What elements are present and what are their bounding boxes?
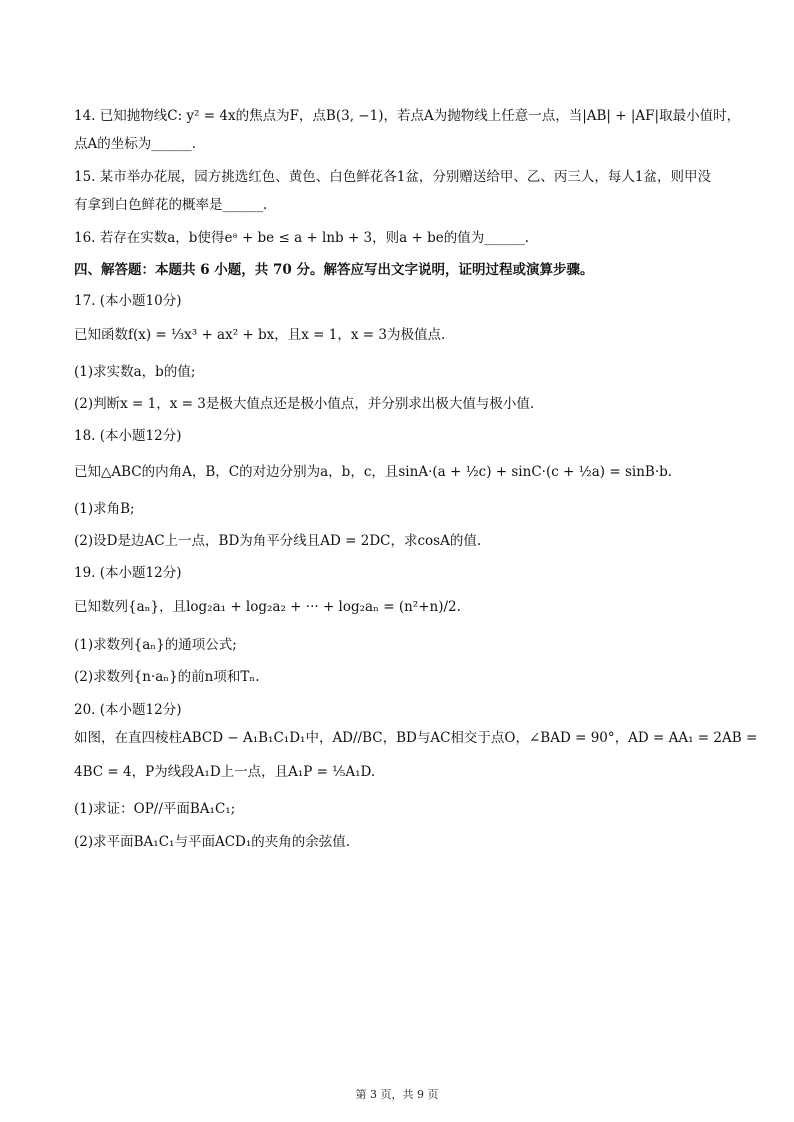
q19-header: 19. (本小题12分) <box>74 565 182 581</box>
q15-line-2: 有拿到白色鲜花的概率是______. <box>74 197 268 213</box>
q17-stem: 已知函数f(x) = ⅓x³ + ax² + bx，且x = 1，x = 3为极值点. <box>74 327 446 343</box>
q19-part-2: (2)求数列{n·aₙ}的前n项和Tₙ. <box>74 669 260 685</box>
q17-part-1: (1)求实数a，b的值; <box>74 364 196 380</box>
q17-header: 17. (本小题10分) <box>74 293 182 309</box>
q14-line-1: 14. 已知抛物线C: y² = 4x的焦点为F，点B(3, −1)，若点A为抛物线上任意一点，当|AB| + |AF|取最小值时， <box>74 108 741 124</box>
q14-line-2: 点A的坐标为______. <box>74 136 197 152</box>
q20-part-2: (2)求平面BA₁C₁与平面ACD₁的夹角的余弦值. <box>74 834 351 850</box>
q19-stem: 已知数列{aₙ}，且log₂a₁ + log₂a₂ + ··· + log₂aₙ = (n²+n)/2. <box>74 599 461 615</box>
section-heading: 四、解答题：本题共 6 小题，共 70 分。解答应写出文字说明，证明过程或演算步骤。 <box>74 262 594 278</box>
q16-line: 16. 若存在实数a，b使得eᵃ + be ≤ a + lnb + 3，则a + be的值为______. <box>74 230 530 246</box>
q20-header: 20. (本小题12分) <box>74 702 182 718</box>
q19-part-1: (1)求数列{aₙ}的通项公式; <box>74 637 237 653</box>
q18-part-2: (2)设D是边AC上一点，BD为角平分线且AD = 2DC，求cosA的值. <box>74 533 482 549</box>
q18-stem: 已知△ABC的内角A，B，C的对边分别为a，b，c，且sinA·(a + ½c) + sinC·(c + ½a) = sinB·b. <box>74 464 673 480</box>
q20-stem-line-2: 4BC = 4，P为线段A₁D上一点，且A₁P = ⅕A₁D. <box>74 764 376 780</box>
q20-stem-line-1: 如图，在直四棱柱ABCD − A₁B₁C₁D₁中，AD//BC，BD与AC相交于点O，∠BAD = 90°，AD = AA₁ = 2AB = <box>74 730 758 746</box>
q18-part-1: (1)求角B; <box>74 501 135 517</box>
q18-header: 18. (本小题12分) <box>74 428 182 444</box>
q15-line-1: 15. 某市举办花展，园方挑选红色、黄色、白色鲜花各1盆，分别赠送给甲、乙、丙三人，每人1盆，则甲没 <box>74 169 711 185</box>
q17-part-2: (2)判断x = 1，x = 3是极大值点还是极小值点，并分别求出极大值与极小值. <box>74 396 535 412</box>
q20-part-1: (1)求证：OP//平面BA₁C₁; <box>74 801 236 817</box>
page-footer: 第 3 页，共 9 页 <box>355 1088 439 1101</box>
